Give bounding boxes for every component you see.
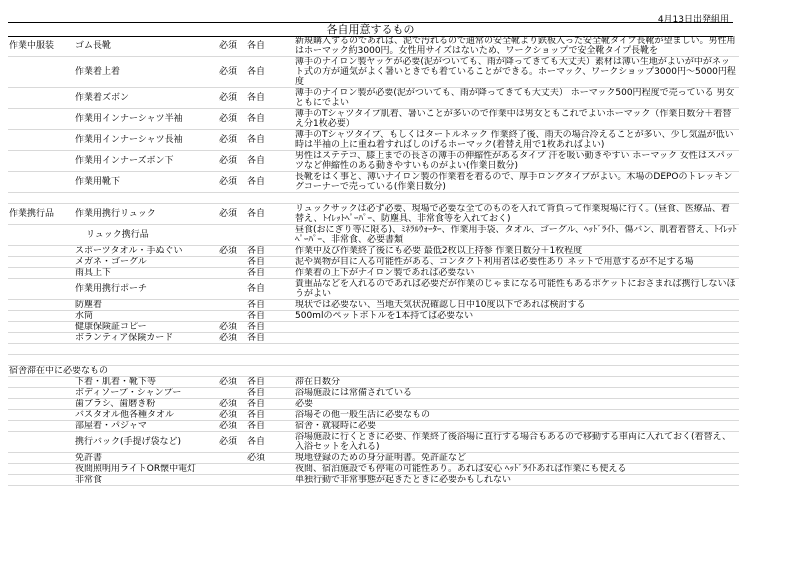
item-name: 雨具上下 xyxy=(74,268,218,279)
required-flag: 必須 xyxy=(218,57,246,88)
required-flag: 必須 xyxy=(218,151,246,172)
table-row xyxy=(8,410,739,421)
required-flag xyxy=(218,388,246,399)
spacer-cell xyxy=(246,344,294,355)
item-name: 携行バック(手提げ袋など) xyxy=(74,432,218,453)
category-cell xyxy=(8,257,74,268)
item-name: メガネ・ゴーグル xyxy=(74,257,218,268)
required-flag: 必須 xyxy=(218,36,246,57)
table-row xyxy=(8,475,739,486)
section-header-row xyxy=(8,366,739,377)
item-name: ボディソープ・シャンプー xyxy=(74,388,218,399)
item-note: 薄手のTシャツタイプ肌着、暑いことが多いので作業中は男女ともこれでよいホーマック（作業日数分＋着替え分1枚必要） xyxy=(294,109,739,130)
category-cell xyxy=(8,464,74,475)
responsible: 各自 xyxy=(246,246,294,257)
responsible: 各自 xyxy=(246,399,294,410)
item-name: 作業用インナーシャツ長袖 xyxy=(74,130,218,151)
responsible: 各自 xyxy=(246,88,294,109)
required-flag: 必須 xyxy=(218,88,246,109)
spacer-cell xyxy=(8,344,74,355)
responsible: 各自 xyxy=(246,377,294,388)
spacer-cell xyxy=(246,193,294,204)
responsible xyxy=(246,475,294,486)
checklist-body xyxy=(8,36,739,486)
required-flag: 必須 xyxy=(218,432,246,453)
required-flag: 必須 xyxy=(218,204,246,225)
table-row xyxy=(8,151,739,172)
category-cell: 作業中服装 xyxy=(8,36,74,57)
item-note: 単独行動で非常事態が起きたときに必要かもしれない xyxy=(294,475,739,486)
spacer-row xyxy=(8,355,739,366)
section-category: 宿舎滞在中に必要なもの xyxy=(8,366,739,377)
table-row xyxy=(8,57,739,88)
responsible: 各自 xyxy=(246,432,294,453)
responsible: 各自 xyxy=(246,268,294,279)
required-flag: 必須 xyxy=(218,377,246,388)
item-name: バスタオル他各種タオル xyxy=(74,410,218,421)
table-row xyxy=(8,246,739,257)
table-row xyxy=(8,311,739,322)
item-name: ゴム長靴 xyxy=(74,36,218,57)
responsible: 各自 xyxy=(246,109,294,130)
category-cell xyxy=(8,279,74,300)
checklist-table xyxy=(8,36,739,486)
item-note: 夜間、宿泊施設でも停電の可能性あり。あれば安心 ﾍｯﾄﾞﾗｲﾄあれば作業にも使える xyxy=(294,464,739,475)
required-flag xyxy=(218,464,246,475)
item-note: 作業着の上下がナイロン製であれば必要ない xyxy=(294,268,739,279)
departure-date-label: 4月13日出発組用 xyxy=(657,15,729,25)
category-cell xyxy=(8,300,74,311)
table-row xyxy=(8,399,739,410)
spacer-cell xyxy=(218,193,246,204)
item-note: 500mlのペットボトルを1本持てば必要ない xyxy=(294,311,739,322)
spacer-cell xyxy=(218,355,246,366)
table-row xyxy=(8,453,739,464)
table-row xyxy=(8,322,739,333)
item-note: 作業中及び作業終了後にも必要 最低2枚以上持参 作業日数分＋1枚程度 xyxy=(294,246,739,257)
required-flag xyxy=(218,257,246,268)
required-flag: 必須 xyxy=(218,322,246,333)
required-flag: 必須 xyxy=(218,399,246,410)
responsible: 各自 xyxy=(246,333,294,344)
category-cell xyxy=(8,172,74,193)
table-row xyxy=(8,279,739,300)
table-row xyxy=(8,130,739,151)
responsible: 各自 xyxy=(246,279,294,300)
spacer-cell xyxy=(294,193,739,204)
item-note: 現地登録のための身分証明書。免許証など xyxy=(294,453,739,464)
item-name: 下着・肌着・靴下等 xyxy=(74,377,218,388)
category-cell xyxy=(8,57,74,88)
category-cell xyxy=(8,151,74,172)
spacer-cell xyxy=(8,355,74,366)
item-note: 男性はステテコ、膝上までの長さの薄手の伸縮性があるタイプ 汗を吸い動きやすい ホーマック 女性はスパッツなど伸縮性のある動きやすいものがよい(作業日数分) xyxy=(294,151,739,172)
responsible xyxy=(246,464,294,475)
required-flag xyxy=(218,279,246,300)
responsible: 各自 xyxy=(246,36,294,57)
item-name: 健康保険証コピー xyxy=(74,322,218,333)
item-note: 新規購入するのであれば、泥で汚れるので通常の安全靴より鉄板入った安全靴タイプ長靴が望ましい。男性用はホーマック約3000円。女性用サイズはないため、ワークショップで安全靴タイプ長靴を xyxy=(294,36,739,57)
required-flag: 必須 xyxy=(218,333,246,344)
spacer-cell xyxy=(246,355,294,366)
item-note: 必要 xyxy=(294,399,739,410)
item-note: 薄手のナイロン製が必要(泥がついても、雨が降ってきても大丈夫） ホーマック500円程度で売っている 男女ともにでよい xyxy=(294,88,739,109)
required-flag: 必須 xyxy=(218,246,246,257)
table-row xyxy=(8,333,739,344)
item-note: 長靴をはく事と、薄いナイロン製の作業着を着るので、厚手ロングタイプがよい。木場のDEPOのトレッキングコーナーで売っている(作業日数分) xyxy=(294,172,739,193)
responsible xyxy=(246,225,294,246)
required-flag xyxy=(218,453,246,464)
required-flag: 必須 xyxy=(218,172,246,193)
item-name: 作業用携行ポーチ xyxy=(74,279,218,300)
item-name: 免許書 xyxy=(74,453,218,464)
required-flag: 必須 xyxy=(218,421,246,432)
category-cell xyxy=(8,388,74,399)
responsible: 各自 xyxy=(246,204,294,225)
table-row xyxy=(8,257,739,268)
category-cell xyxy=(8,88,74,109)
required-flag xyxy=(218,311,246,322)
spacer-row xyxy=(8,344,739,355)
item-note: 貴重品などを入れるのであれば必要だが作業のじゃまになる可能性もあるポケットにおさまれば携行しないほうがよい xyxy=(294,279,739,300)
item-name: 夜間照明用ライトOR懐中電灯 xyxy=(74,464,218,475)
category-cell xyxy=(8,399,74,410)
category-cell xyxy=(8,475,74,486)
responsible: 各自 xyxy=(246,300,294,311)
item-name: リュック携行品 xyxy=(8,225,218,246)
table-row xyxy=(8,172,739,193)
item-note: 浴場施設には常備されている xyxy=(294,388,739,399)
table-row xyxy=(8,88,739,109)
responsible: 各自 xyxy=(246,322,294,333)
category-cell xyxy=(8,311,74,322)
required-flag xyxy=(218,225,246,246)
category-cell: 作業携行品 xyxy=(8,204,74,225)
required-flag: 必須 xyxy=(218,130,246,151)
required-flag xyxy=(218,475,246,486)
responsible: 各自 xyxy=(246,410,294,421)
item-note: 浴場その他一般生活に必要なもの xyxy=(294,410,739,421)
spacer-cell xyxy=(74,344,218,355)
responsible: 各自 xyxy=(246,421,294,432)
item-name: 水筒 xyxy=(74,311,218,322)
table-row xyxy=(8,109,739,130)
category-cell xyxy=(8,410,74,421)
item-name: 作業着上着 xyxy=(74,57,218,88)
table-row xyxy=(8,432,739,453)
table-row xyxy=(8,388,739,399)
table-row xyxy=(8,36,739,57)
item-name: 作業用インナーシャツ半袖 xyxy=(74,109,218,130)
category-cell xyxy=(8,333,74,344)
table-row xyxy=(8,204,739,225)
category-cell xyxy=(8,421,74,432)
category-cell xyxy=(8,246,74,257)
item-note: 薄手のナイロン製ヤッケが必要(泥がついても、雨が降ってきても大丈夫）素材は薄い生地がよいが中がネット式の方が通気がよく暑いときでも着ていることができる。ホーマック、ワークショップ3000円～5000円程度 xyxy=(294,57,739,88)
item-note: 現状では必要ない、当地天気状況確認し日中10度以下であれば検討する xyxy=(294,300,739,311)
item-name: 作業着ズボン xyxy=(74,88,218,109)
table-row xyxy=(8,421,739,432)
required-flag xyxy=(218,300,246,311)
category-cell xyxy=(8,109,74,130)
table-row xyxy=(8,464,739,475)
spacer-cell xyxy=(74,193,218,204)
item-note: 宿舎・就寝時に必要 xyxy=(294,421,739,432)
item-note: リュックサックは必ず必要、現場で必要な全てのものを入れて背負って作業現場に行く。(昼食、医療品、着替え、ﾄｲﾚｯﾄﾍﾟｰﾊﾟｰ、防塵具、非常食等を入れておく) xyxy=(294,204,739,225)
item-name: 非常食 xyxy=(74,475,218,486)
responsible: 各自 xyxy=(246,130,294,151)
item-name: 歯ブラシ、歯磨き粉 xyxy=(74,399,218,410)
spacer-cell xyxy=(8,193,74,204)
category-cell xyxy=(8,130,74,151)
category-cell xyxy=(8,377,74,388)
spacer-cell xyxy=(218,344,246,355)
responsible: 各自 xyxy=(246,172,294,193)
table-row xyxy=(8,300,739,311)
responsible: 各自 xyxy=(246,388,294,399)
spacer-row xyxy=(8,193,739,204)
responsible: 各自 xyxy=(246,257,294,268)
spacer-cell xyxy=(74,355,218,366)
category-cell xyxy=(8,453,74,464)
item-name: 防塵着 xyxy=(74,300,218,311)
required-flag xyxy=(218,268,246,279)
item-note: 浴場施設に行くときに必要、作業終了後浴場に直行する場合もあるので移動する車両に入れておく(着替え、入浴セットを入れる) xyxy=(294,432,739,453)
item-name: 作業用携行リュック xyxy=(74,204,218,225)
responsible: 各自 xyxy=(246,311,294,322)
spacer-cell xyxy=(294,344,739,355)
item-name: 作業用靴下 xyxy=(74,172,218,193)
sheet-title: 各自用意するもの xyxy=(8,22,733,37)
table-row xyxy=(8,225,739,246)
item-note: 泥や異物が目に入る可能性がある、コンタクト利用者は必要性あり ネットで用意するが不足する場 xyxy=(294,257,739,268)
item-name: スポーツタオル・手ぬぐい xyxy=(74,246,218,257)
category-cell xyxy=(8,322,74,333)
table-row xyxy=(8,268,739,279)
item-note xyxy=(294,333,739,344)
item-name: 作業用インナーズボン下 xyxy=(74,151,218,172)
item-note xyxy=(294,322,739,333)
item-note: 滞在日数分 xyxy=(294,377,739,388)
responsible: 各自 xyxy=(246,57,294,88)
responsible: 必須 xyxy=(246,453,294,464)
item-name: 部屋着・パジャマ xyxy=(74,421,218,432)
item-note: 薄手のTシャツタイプ、もしくはタートルネック 作業終了後、雨天の場合冷えることが多い、少し気温が低い時は半袖の上に重ね着すればしのげるホーマック(着替え用で1枚あればよい) xyxy=(294,130,739,151)
category-cell xyxy=(8,432,74,453)
item-name: ボランティア保険カード xyxy=(74,333,218,344)
required-flag: 必須 xyxy=(218,410,246,421)
required-flag: 必須 xyxy=(218,109,246,130)
responsible: 各自 xyxy=(246,151,294,172)
spacer-cell xyxy=(294,355,739,366)
category-cell xyxy=(8,268,74,279)
table-row xyxy=(8,377,739,388)
item-note: 昼食(おにぎり等に限る)、ﾐﾈﾗﾙｳｫｰﾀｰ、作業用手袋、タオル、ゴーグル、ﾍｯﾄﾞﾗｲﾄ、傷バン、肌着着替え、ﾄｲﾚｯﾄﾍﾟｰﾊﾟｰ、非常食、必要書類 xyxy=(294,225,739,246)
